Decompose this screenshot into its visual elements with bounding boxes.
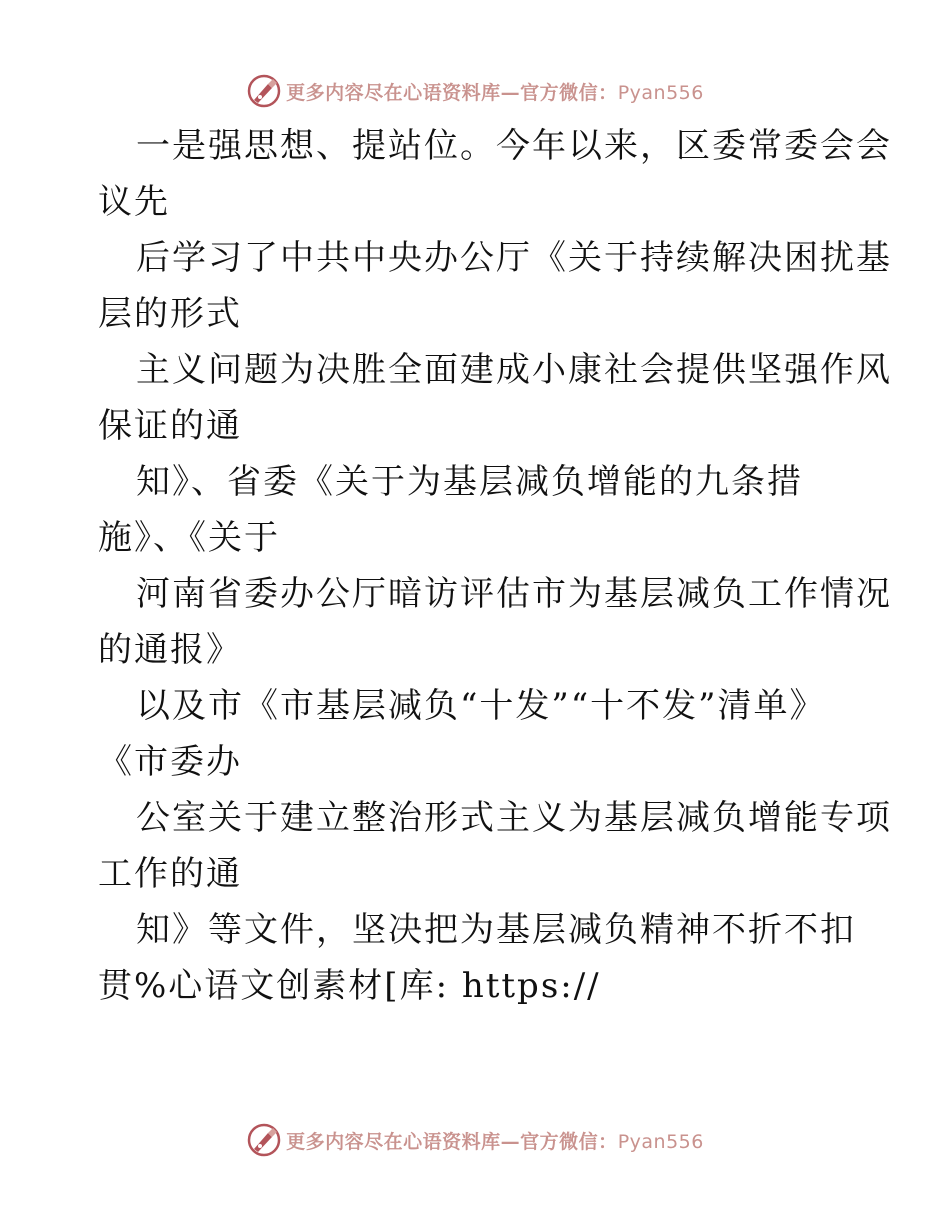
body-line-2: 议先 [98,182,170,222]
body-line-10: 的通报》 [98,630,242,670]
body-line-14: 工作的通 [98,854,242,894]
footer-banner [0,1120,950,1160]
body-line-9: 河南省委办公厅暗访评估市为基层减负工作情况 [136,574,892,614]
header-banner [0,71,950,111]
body-line-5: 主义问题为决胜全面建成小康社会提供坚强作风 [136,350,892,390]
pen-logo-icon [246,1122,282,1158]
body-line-3: 后学习了中共中央办公厅《关于持续解决困扰基 [136,238,892,278]
body-line-1: 一是强思想、提站位。今年以来，区委常委会会 [136,126,892,166]
footer-wechat-id: Pyan556 [617,1130,704,1153]
body-line-4: 层的形式 [98,294,242,334]
body-line-8: 施》、《关于 [98,518,280,558]
body-line-7: 知》、省委《关于为基层减负增能的九条措 [136,462,803,502]
body-line-6: 保证的通 [98,406,242,446]
header-banner-text: 更多内容尽在心语资料库—官方微信：Pyan556 [286,81,704,104]
header-wechat-id: Pyan556 [617,81,704,104]
document-body [98,118,892,1014]
body-line-12: 《市委办 [98,742,242,782]
footer-banner-text: 更多内容尽在心语资料库—官方微信：Pyan556 [286,1130,704,1153]
body-line-13: 公室关于建立整治形式主义为基层减负增能专项 [136,798,892,838]
body-line-15: 知》等文件，坚决把为基层减负精神不折不扣 [136,910,856,950]
pen-logo-icon [246,73,282,109]
body-line-11: 以及市《市基层减负“十发”“十不发”清单》 [136,686,826,726]
body-line-16: 贯%心语文创素材[库: https:// [98,966,601,1006]
